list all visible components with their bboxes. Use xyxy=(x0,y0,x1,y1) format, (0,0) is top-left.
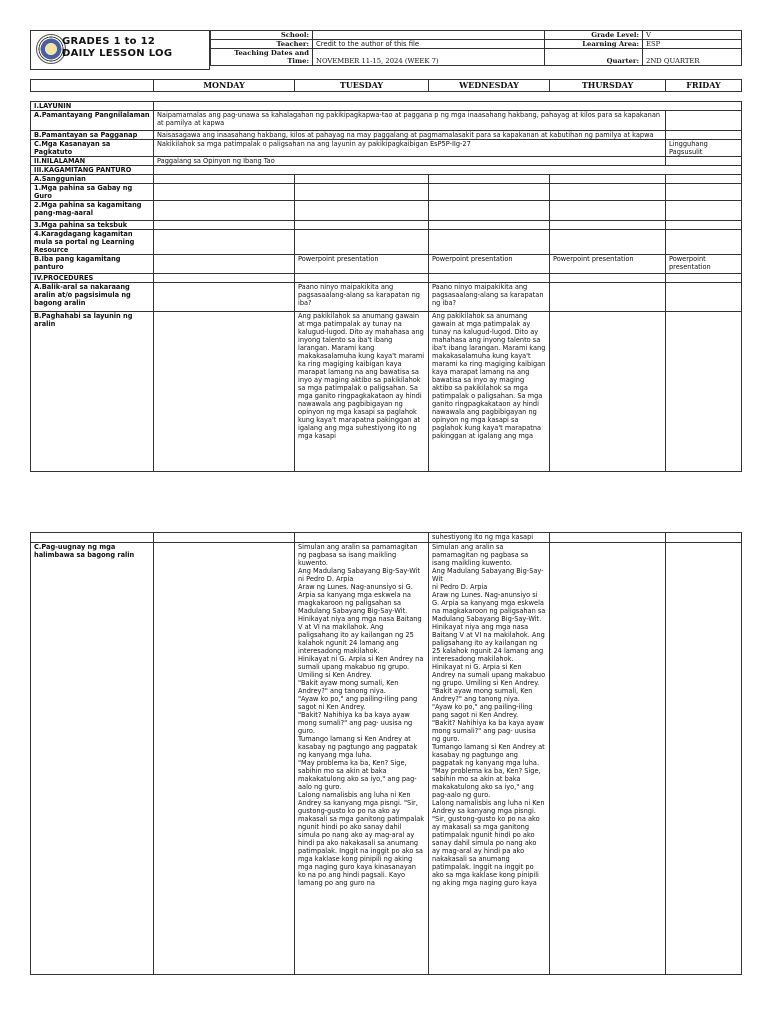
lesson-log-table-page1 xyxy=(30,101,742,472)
teaching-dates-label-line1: Teaching Dates and xyxy=(234,49,309,57)
row-label-karagdagang-kagamitan: 4.Karagdagang kagamitan mula sa portal ng Learning Resource xyxy=(31,230,154,255)
cell-empty xyxy=(31,533,154,543)
lingguhang-pagsusulit: Lingguhang Pagsusulit xyxy=(666,140,742,157)
cell-empty xyxy=(550,201,666,221)
cell-empty xyxy=(666,283,742,312)
cell-empty xyxy=(295,230,429,255)
day-header-blank xyxy=(31,80,154,92)
cell-empty xyxy=(154,283,295,312)
header-info-table xyxy=(210,30,742,66)
day-header-monday: MONDAY xyxy=(154,80,295,92)
quarter-label: Quarter: xyxy=(545,49,643,66)
day-header-thursday: THURSDAY xyxy=(550,80,666,92)
cell-empty xyxy=(295,184,429,201)
day-header-table xyxy=(30,79,742,92)
day-header-wednesday: WEDNESDAY xyxy=(429,80,550,92)
nilalaman-text: Paggalang sa Opinyon ng Ibang Tao xyxy=(154,157,666,166)
row-label-gabay-ng-guro: 1.Mga pahina sa Gabay ng Guro xyxy=(31,184,154,201)
cell-empty xyxy=(666,312,742,472)
cell-empty xyxy=(154,533,295,543)
document-title-line1: GRADES 1 to 12 xyxy=(62,36,156,47)
cell-empty xyxy=(429,221,550,230)
section-nilalaman: II.NILALAMAN xyxy=(31,157,154,166)
school-value xyxy=(313,31,545,40)
nilalaman-friday xyxy=(666,157,742,166)
row-label-iba-pang-kagamitan: B.Iba pang kagamitang panturo xyxy=(31,255,154,274)
ppt-friday: Powerpoint presentation xyxy=(666,255,742,274)
layunin-empty xyxy=(154,102,742,111)
cell-empty xyxy=(429,230,550,255)
paghahabi-wednesday: Ang pakikilahok sa anumang gawain at mga patimpalak ay tunay na kalugud-lugod. Dito ay mahahasa ang inyong talento sa iba't ibang larangan. Marami kang makakasalamuha kung kaya't marami ka ring magiging kaibigan kaya marapat lamang na ang bawatisa sa inyo ay maging aktibo sa pakikilahok sa mga patimpalak o paligsahan. Sa mga ganito ringpagkakataon ay hindi nawawala ang pagbibigayan ng opinyon ng mga kasapi sa paglahok kung kaya't marapatna pakinggan at igalang ang mga xyxy=(429,312,550,472)
quarter-value: 2ND QUARTER xyxy=(643,49,742,66)
pag-uugnay-wednesday: Simulan ang aralin sa pamamagitan ng pagbasa sa isang maikling kuwento. Ang Madulang Sabayang Big-Say-Wit ni Pedro D. Arpia Araw ng Lunes. Nag-anunsiyo si G. Arpia sa kanyang mga eskwela na magkakaroon ng paligsahan sa Madulang Sabayang Big-Say-Wit. Hinikayat niya ang mga nasa Baitang V at VI na makilahok. Ang paligsahang ito ay kailangan ng 25 kalahok ngunit 24 lamang ang interesadong makilahok. Hinikayat ni G. Arpia si Ken Andrey na sumali upang makabuo ng grupo. Umiling si Ken Andrey. "Bakit ayaw mong sumali, Ken Andrey?" ang tanong niya. "Ayaw ko po," ang pailing-iling pang sagot ni Ken Andrey. "Bakit? Nahihiya ka ba kaya ayaw mong sumali?" ang pag- uusisa ng guro. Tumango lamang si Ken Andrey at kasabay ng pagtungo ang pagpatak ng kanyang mga luha. "May problema ka ba, Ken? Sige, sabihin mo sa akin at baka makakatulong ako sa iyo," ang pag-aalo ng guro. Lalong namalisbis ang luha ni Ken Andrey sa kanyang mga pisngi. "Sir, gustong-gusto ko po na ako ay makasali sa mga ganitong patimpalak ngunit hindi po ako sanay dahil simula po nang ako ay mag-aral ay hindi pa ako nakakasali sa anumang patimpalak. Inggit na inggit po ako sa mga kaklase kong pinipili ng aking mga naging guro kaya xyxy=(429,543,550,975)
grade-level-value: V xyxy=(643,31,742,40)
kasanayan-text: Nakikilahok sa mga patimpalak o paligsahan na ang layunin ay pakikipagkaibigan EsP5P-IIg-27 xyxy=(154,140,666,157)
cell-empty xyxy=(154,175,295,184)
teacher-label: Teacher: xyxy=(211,40,313,49)
row-label-pamantayan-pagganap: B.Pamantayan sa Pagganap xyxy=(31,131,154,140)
cell-empty xyxy=(429,184,550,201)
learning-area-label: Learning Area: xyxy=(545,40,643,49)
teaching-dates-label-line2: Time: xyxy=(287,57,309,65)
row-label-kagamitang-pang-mag-aaral: 2.Mga pahina sa kagamitang pang-mag-aaral xyxy=(31,201,154,221)
cell-empty xyxy=(666,543,742,975)
lesson-log-table-page2 xyxy=(30,532,742,975)
cell-empty xyxy=(666,175,742,184)
cell-empty xyxy=(550,230,666,255)
cell-empty xyxy=(666,221,742,230)
row-label-paghahabi: B.Paghahabi sa layunin ng aralin xyxy=(31,312,154,472)
section-kagamitang-panturo: III.KAGAMITANG PANTURO xyxy=(31,166,154,175)
cell-empty xyxy=(154,312,295,472)
grade-level-label: Grade Level: xyxy=(545,31,643,40)
cell-empty xyxy=(666,533,742,543)
pamantayang-pangnilalaman-text: Naipamamalas ang pag-unawa sa kahalagahan ng pakikipagkapwa-tao at paggana p ng mga inaasahang hakbang, pahayag at kilos para sa kapakanan at pamilya at kapwa xyxy=(154,111,666,131)
ppt-tuesday: Powerpoint presentation xyxy=(295,255,429,274)
cell-empty xyxy=(154,274,295,283)
cell-empty xyxy=(550,283,666,312)
cell-empty xyxy=(154,201,295,221)
day-header-friday: FRIDAY xyxy=(666,80,742,92)
paghahabi-wednesday-continued: suhestiyong ito ng mga kasapi xyxy=(429,533,550,543)
cell-empty xyxy=(550,175,666,184)
learning-area-value: ESP xyxy=(643,40,742,49)
balik-aral-tuesday: Paano ninyo maipakikita ang pagsasaalang-alang sa karapatan ng iba? xyxy=(295,283,429,312)
row-label-pag-uugnay: C.Pag-uugnay ng mga halimbawa sa bagong ralin xyxy=(31,543,154,975)
cell-empty xyxy=(666,184,742,201)
pamantayang-pangnilalaman-friday xyxy=(666,111,742,131)
cell-empty xyxy=(429,274,550,283)
school-label: School: xyxy=(211,31,313,40)
cell-empty xyxy=(295,201,429,221)
row-label-balik-aral: A.Balik-aral sa nakaraang aralin at/o pagsisimula ng bagong aralin xyxy=(31,283,154,312)
teaching-dates-value: NOVEMBER 11-15, 2024 (WEEK 7) xyxy=(313,49,545,66)
cell-empty xyxy=(295,274,429,283)
cell-empty xyxy=(550,312,666,472)
cell-empty xyxy=(666,201,742,221)
cell-empty xyxy=(154,543,295,975)
kagamitan-empty xyxy=(154,166,742,175)
cell-empty xyxy=(429,201,550,221)
document-title-line2: DAILY LESSON LOG xyxy=(62,48,173,59)
pamantayan-pagganap-text: Naisasagawa ang inaasahang hakbang, kilos at pahayag na may paggalang at pagmamalasakit para sa kapakanan at kabutihan ng pamilya at kapwa xyxy=(154,131,666,140)
row-label-teksbuk: 3.Mga pahina sa teksbuk xyxy=(31,221,154,230)
section-layunin: I.LAYUNIN xyxy=(31,102,154,111)
day-header-tuesday: TUESDAY xyxy=(295,80,429,92)
paghahabi-tuesday: Ang pakikilahok sa anumang gawain at mga patimpalak ay tunay na kalugud-lugod. Dito ay mahahasa ang inyong talento sa iba't ibang larangan. Marami kang makakasalamuha kung kaya't marami ka ring magiging kaibigan kaya marapat lamang na ang bawatisa sa inyo ay maging aktibo sa pakikilahok sa mga patimpalak o paligsahan. Sa mga ganito ringpagkakataon ay hindi nawawala ang pagbibigayan ng opinyon ng mga kasapi sa paglahok kung kaya't marapatna pakinggan at igalang ang mga suhestiyong ito ng mga kasapi xyxy=(295,312,429,472)
balik-aral-wednesday: Paano ninyo maipakikita ang pagsasaalang-alang sa karapatan ng iba? xyxy=(429,283,550,312)
cell-empty xyxy=(295,533,429,543)
cell-empty xyxy=(154,184,295,201)
ppt-thursday: Powerpoint presentation xyxy=(550,255,666,274)
cell-empty xyxy=(154,230,295,255)
row-label-pamantayang-pangnilalaman: A.Pamantayang Pangnilalaman xyxy=(31,111,154,131)
cell-empty xyxy=(666,274,742,283)
cell-empty xyxy=(550,274,666,283)
cell-empty xyxy=(550,221,666,230)
section-procedures: IV.PROCEDURES xyxy=(31,274,154,283)
teacher-value: Credit to the author of this file xyxy=(313,40,545,49)
cell-empty xyxy=(154,255,295,274)
ppt-wednesday: Powerpoint presentation xyxy=(429,255,550,274)
cell-empty xyxy=(550,184,666,201)
pag-uugnay-tuesday: Simulan ang aralin sa pamamagitan ng pagbasa sa isang maikling kuwento. Ang Madulang Sabayang Big-Say-Wit ni Pedro D. Arpia Araw ng Lunes. Nag-anunsiyo si G. Arpia sa kanyang mga eskwela na magkakaroon ng paligsahan sa Madulang Sabayang Big-Say-Wit. Hinikayat niya ang mga nasa Baitang V at VI na makilahok. Ang paligsahang ito ay kailangan ng 25 kalahok ngunit 24 lamang ang interesadong makilahok. Hinikayat ni G. Arpia si Ken Andrey na sumali upang makabuo ng grupo. Umiling si Ken Andrey. "Bakit ayaw mong sumali, Ken Andrey?" ang tanong niya. "Ayaw ko po," ang pailing-iling pang sagot ni Ken Andrey. "Bakit? Nahihiya ka ba kaya ayaw mong sumali?" ang pag- uusisa ng guro. Tumango lamang si Ken Andrey at kasabay ng pagtungo ang pagpatak ng kanyang mga luha. "May problema ka ba, Ken? Sige, sabihin mo sa akin at baka makakatulong ako sa iyo," ang pag-aalo ng guro. Lalong namalisbis ang luha ni Ken Andrey sa kanyang mga pisngi. "Sir, gustong-gusto ko po na ako ay makasali sa mga ganitong patimpalak ngunit hindi po ako sanay dahil simula po nang ako ay mag-aral ay hindi pa ako nakakasali sa anumang patimpalak. Inggit na inggit po ako sa mga kaklase kong pinipili ng aking mga naging guro kaya kinasanayan ko na po ang hindi pagsali. Kayo lamang po ang guro na xyxy=(295,543,429,975)
cell-empty xyxy=(550,543,666,975)
cell-empty xyxy=(550,533,666,543)
cell-empty xyxy=(429,175,550,184)
header-logo-box xyxy=(30,30,210,70)
row-label-kasanayan: C.Mga Kasanayan sa Pagkatuto xyxy=(31,140,154,157)
row-label-sanggunian: A.Sanggunian xyxy=(31,175,154,184)
pamantayan-pagganap-friday xyxy=(666,131,742,140)
teaching-dates-label xyxy=(211,49,313,66)
cell-empty xyxy=(666,230,742,255)
cell-empty xyxy=(154,221,295,230)
cell-empty xyxy=(295,175,429,184)
cell-empty xyxy=(295,221,429,230)
